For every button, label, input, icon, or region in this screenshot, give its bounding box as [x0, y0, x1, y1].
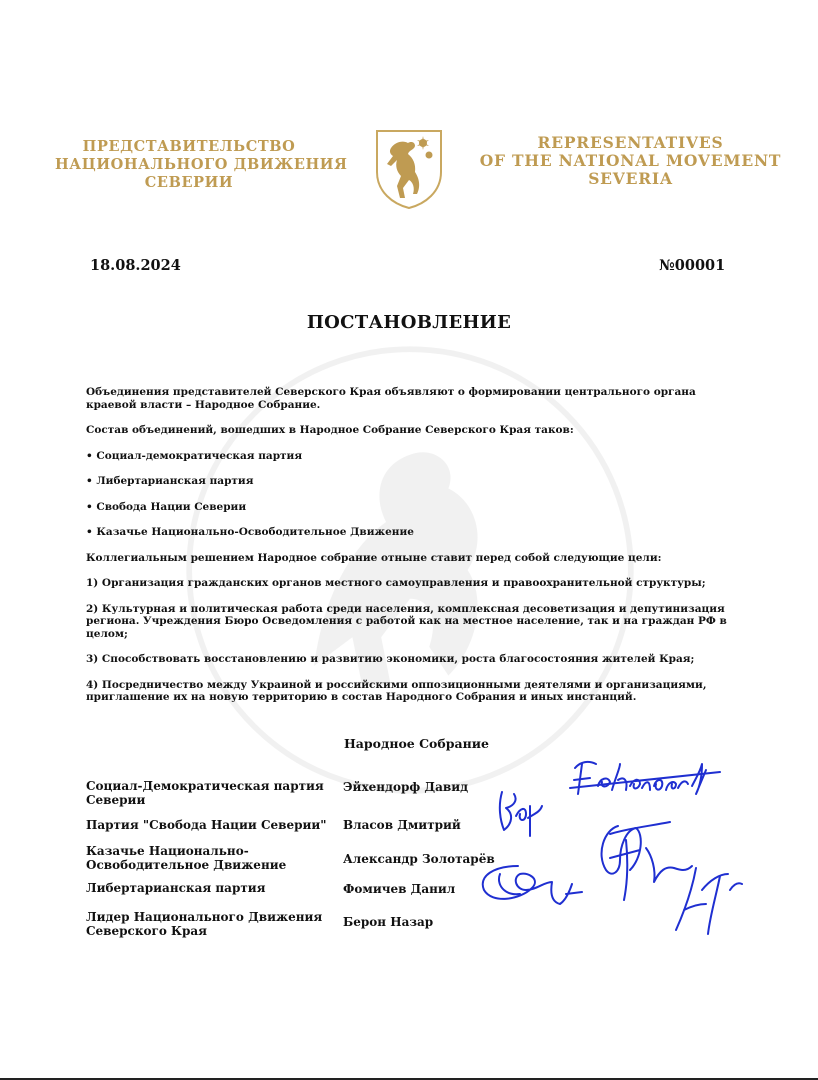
signatory-org: Партия "Свобода Нации Северии"	[86, 818, 327, 832]
signatory-person: Берон Назар	[343, 915, 434, 929]
document-date: 18.08.2024	[90, 257, 181, 274]
document-number: №00001	[659, 257, 726, 274]
signatory-org: Казачье Национально-Освободительное Движение	[86, 844, 287, 872]
body-paragraph: Состав объединений, вошедших в Народное Собрание Северского Края таков:	[86, 424, 574, 436]
member-list-item: • Казачье Национально-Освободительное Движение	[86, 526, 414, 538]
signatory-org: Социал-Демократическая партия Северии	[86, 779, 324, 807]
document-body	[86, 386, 741, 717]
member-list-item: • Либертарианская партия	[86, 475, 254, 487]
council-label: Народное Собрание	[344, 736, 489, 751]
header-right-english	[478, 134, 783, 188]
header-left-line: ПРЕДСТАВИТЕЛЬСТВО	[82, 138, 296, 155]
header-left-line: НАЦИОНАЛЬНОГО ДВИЖЕНИЯ	[55, 156, 348, 173]
goal-item: 3) Способствовать восстановлению и развитию экономики, роста благосостояния жителей Края;	[86, 653, 695, 665]
signatory-person: Эйхендорф Давид	[343, 780, 469, 794]
header-left-line: СЕВЕРИИ	[144, 174, 234, 191]
goal-item: 4) Посредничество между Украиной и российскими оппозиционными деятелями и организациями, приглашение их на новую территорию в состав Народного Собрания и иных инстанций.	[86, 678, 707, 703]
rearing-horse-shield-emblem-icon	[373, 128, 445, 210]
handwritten-signatures-icon	[470, 750, 760, 950]
header-left-russian	[55, 138, 348, 192]
document-title: ПОСТАНОВЛЕНИЕ	[306, 312, 512, 333]
body-paragraph: Объединения представителей Северского Края объявляют о формировании центрального органа краевой власти – Народное Собрание.	[86, 386, 696, 411]
goal-item: 1) Организация гражданских органов местного самоуправления и правоохранительной структуры;	[86, 577, 706, 589]
goal-item: 2) Культурная и политическая работа среди населения, комплексная десоветизация и депутинизация региона. Учреждения Бюро Осведомления с работой как на местное население, так и на граждан РФ в целом;	[86, 602, 727, 640]
header-right-line: OF THE NATIONAL MOVEMENT	[479, 151, 782, 170]
body-paragraph: Коллегиальным решением Народное собрание отныне ставит перед собой следующие цели:	[86, 551, 662, 564]
signatory-org: Либертарианская партия	[86, 881, 266, 895]
signatory-org: Лидер Национального Движения Северского Края	[86, 910, 323, 938]
signatory-person: Фомичев Данил	[343, 882, 456, 896]
header-right-line: SEVERIA	[588, 169, 673, 188]
member-list-item: • Свобода Нации Северии	[86, 500, 247, 513]
header-right-line: REPRESENTATIVES	[537, 133, 724, 152]
signatory-person: Власов Дмитрий	[343, 818, 461, 832]
signatory-person: Александр Золотарёв	[343, 852, 495, 866]
member-list-item: • Социал-демократическая партия	[86, 449, 303, 462]
